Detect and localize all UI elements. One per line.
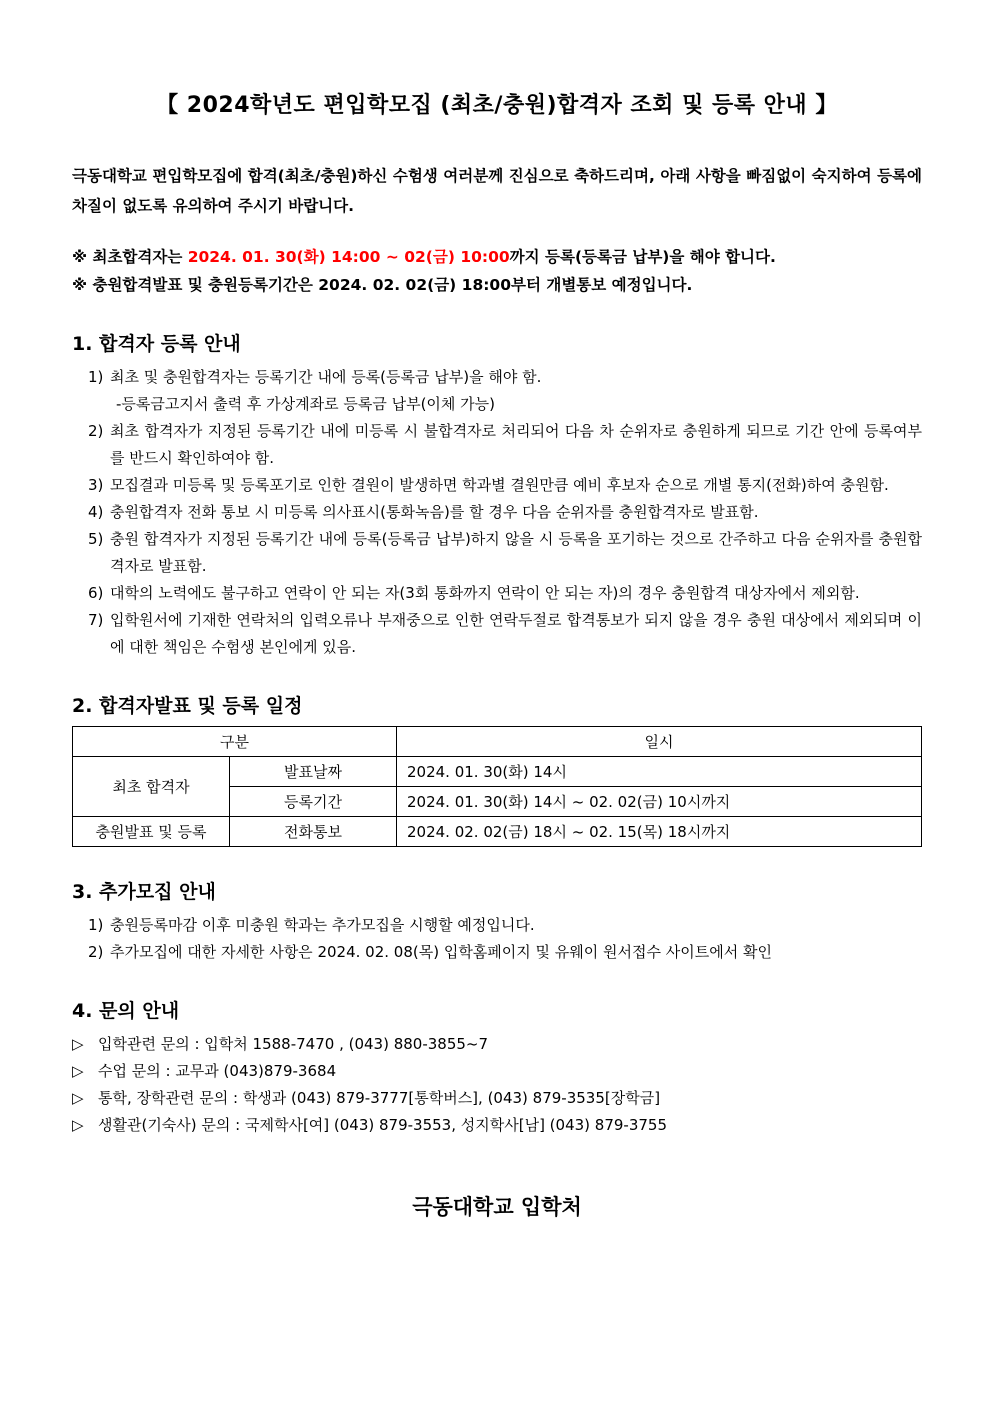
item-text: 입학원서에 기재한 연락처의 입력오류나 부재중으로 인한 연락두절로 합격통보가 되지 않을 경우 충원 대상에서 제외되며 이에 대한 책임은 수험생 본인에게 있음. [110,611,922,656]
section3-title: 3. 추가모집 안내 [72,881,216,903]
triangle-bullet-icon: ▷ [72,1089,84,1107]
row-item: 발표날짜 [230,757,397,787]
item-number: 4) [88,503,104,521]
item-number: 2) [88,943,104,961]
item-subtext: -등록금고지서 출력 후 가상계좌로 등록금 납부(이체 가능) [116,395,495,413]
triangle-bullet-icon: ▷ [72,1035,84,1053]
item-number: 6) [88,584,104,602]
notice1-suffix: 까지 등록(등록금 납부)을 해야 합니다. [509,248,776,266]
contact-item [72,1058,922,1085]
section3-list [72,912,922,966]
section1-list [72,364,922,661]
triangle-bullet-icon: ▷ [72,1116,84,1134]
list-item [88,472,922,499]
item-text: 충원 합격자가 지정된 등록기간 내에 등록(등록금 납부)하지 않을 시 등록을 포기하는 것으로 간주하고 다음 순위자를 충원합격자로 발표함. [110,530,922,575]
item-number: 3) [88,476,104,494]
row-group: 충원발표 및 등록 [73,817,230,847]
contact-item [72,1031,922,1058]
item-number: 1) [88,368,104,386]
triangle-bullet-icon: ▷ [72,1062,84,1080]
notice-additional-registration: ※ 충원합격발표 및 충원등록기간은 2024. 02. 02(금) 18:00부터 개별통보 예정입니다. [72,276,693,294]
contact-item [72,1112,922,1139]
item-text: 최초 합격자가 지정된 등록기간 내에 미등록 시 불합격자로 처리되어 다음 차 순위자로 충원하게 되므로 기간 안에 등록여부를 반드시 확인하여야 함. [110,422,922,467]
contact-text: 생활관(기숙사) 문의 : 국제학사[여] (043) 879-3553, 성지학사[남] (043) 879-3755 [98,1116,668,1134]
list-item [88,580,922,607]
item-text: 추가모집에 대한 자세한 사항은 2024. 02. 08(목) 입학홈페이지 및 유웨이 원서접수 사이트에서 확인 [110,943,772,961]
row-item: 등록기간 [230,787,397,817]
schedule-table [72,726,922,847]
contact-text: 수업 문의 : 교무과 (043)879-3684 [98,1062,337,1080]
contact-list [72,1031,922,1139]
row-date: 2024. 01. 30(화) 14시 ~ 02. 02(금) 10시까지 [397,787,922,817]
list-item [88,526,922,580]
header-datetime: 일시 [397,727,922,757]
page-title: 【 2024학년도 편입학모집 (최초/충원)합격자 조회 및 등록 안내 】 [156,93,838,118]
table-header-row [73,727,922,757]
section2-title: 2. 합격자발표 및 등록 일정 [72,695,303,717]
row-item: 전화통보 [230,817,397,847]
item-number: 1) [88,916,104,934]
document-page [72,88,922,1221]
item-text: 최초 및 충원합격자는 등록기간 내에 등록(등록금 납부)을 해야 함. [110,368,542,386]
row-date: 2024. 01. 30(화) 14시 [397,757,922,787]
list-item [88,912,922,939]
list-item [88,364,922,418]
list-item [88,939,922,966]
item-text: 충원등록마감 이후 미충원 학과는 추가모집을 시행할 예정입니다. [110,916,535,934]
header-category: 구분 [73,727,397,757]
item-number: 7) [88,611,104,629]
list-item [88,499,922,526]
item-text: 충원합격자 전화 통보 시 미등록 의사표시(통화녹음)를 할 경우 다음 순위자를 충원합격자로 발표함. [110,503,759,521]
contact-text: 입학관련 문의 : 입학처 1588-7470 , (043) 880-3855~7 [98,1035,489,1053]
section4-title: 4. 문의 안내 [72,1000,180,1022]
row-group: 최초 합격자 [73,757,230,817]
list-item [88,607,922,661]
item-number: 5) [88,530,104,548]
notice1-prefix: ※ 최초합격자는 [72,248,188,266]
list-item [88,418,922,472]
notice1-highlight: 2024. 01. 30(화) 14:00 ~ 02(금) 10:00 [187,248,510,266]
intro-paragraph: 극동대학교 편입학모집에 합격(최초/충원)하신 수험생 여러분께 진심으로 축하드리며, 아래 사항을 빠짐없이 숙지하여 등록에 차질이 없도록 유의하여 주시기 바랍니다. [72,167,922,215]
notice-first-registration [72,243,922,271]
table-row [73,757,922,787]
item-text: 대학의 노력에도 불구하고 연락이 안 되는 자(3회 통화까지 연락이 안 되는 자)의 경우 충원합격 대상자에서 제외함. [110,584,860,602]
section1-title: 1. 합격자 등록 안내 [72,333,241,355]
contact-text: 통학, 장학관련 문의 : 학생과 (043) 879-3777[통학버스], (043) 879-3535[장학금] [98,1089,661,1107]
footer-signature: 극동대학교 입학처 [412,1195,582,1219]
item-text: 모집결과 미등록 및 등록포기로 인한 결원이 발생하면 학과별 결원만큼 예비 후보자 순으로 개별 통지(전화)하여 충원함. [110,476,889,494]
contact-item [72,1085,922,1112]
row-date: 2024. 02. 02(금) 18시 ~ 02. 15(목) 18시까지 [397,817,922,847]
item-number: 2) [88,422,104,440]
table-row [73,817,922,847]
